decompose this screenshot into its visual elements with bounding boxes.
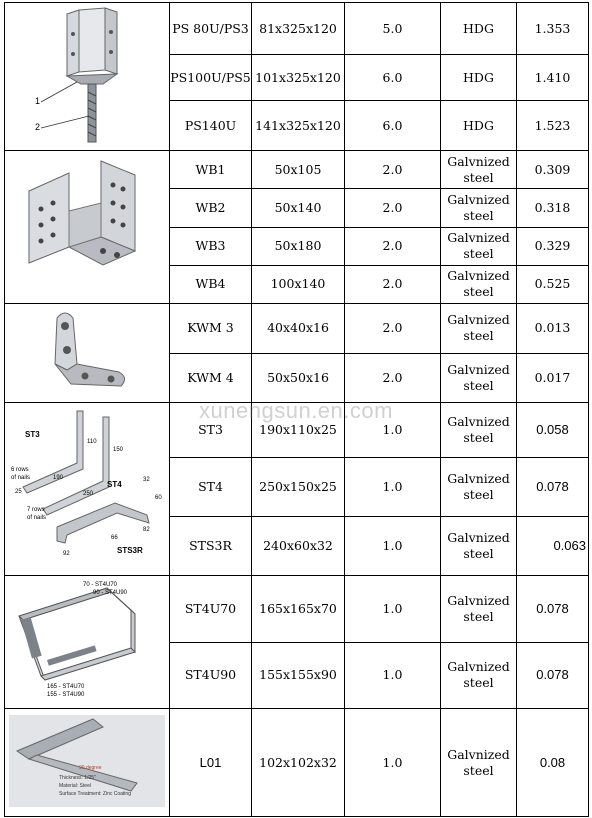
table-row — [5, 151, 589, 189]
watermark: xunengsun.en.com — [199, 398, 393, 423]
product-code: PS100U/PS5 — [170, 55, 252, 101]
product-size: 240x60x32 — [252, 516, 345, 575]
product-weight: 0.08 — [517, 709, 589, 817]
product-finish: HDG — [441, 101, 517, 151]
product-thickness: 6.0 — [345, 55, 441, 101]
product-thickness: 2.0 — [345, 353, 441, 403]
product-weight: 0.058 — [517, 403, 589, 458]
product-size: 190x110x25 — [252, 403, 345, 458]
diagram-label: 70 - ST4U70 — [83, 582, 118, 588]
product-weight: 0.525 — [517, 265, 589, 303]
product-finish: Galvnized steel — [441, 642, 517, 709]
product-weight: 0.318 — [517, 189, 589, 227]
product-size: 165x165x70 — [252, 576, 345, 643]
product-code: STS3R — [170, 516, 252, 575]
product-finish: Galvnized steel — [441, 457, 517, 516]
product-thickness: 1.0 — [345, 576, 441, 643]
diagram-label: 32 — [143, 477, 150, 483]
photo-caption: 90 degree — [79, 764, 102, 771]
photo-caption: Surface Treatment: Zinc Coating — [59, 790, 131, 797]
product-finish: Galvnized steel — [441, 265, 517, 303]
product-finish: Galvnized steel — [441, 227, 517, 265]
strap-tie-icon — [7, 403, 167, 571]
diagram-label: 92 — [63, 551, 70, 557]
product-size: 100x140 — [252, 265, 345, 303]
product-table — [4, 2, 589, 817]
product-thickness: 1.0 — [345, 403, 441, 458]
product-thickness: 2.0 — [345, 227, 441, 265]
product-size: 50x50x16 — [252, 353, 345, 403]
photo-caption: Thickness: 1/25" — [59, 774, 96, 781]
product-code: WB3 — [170, 227, 252, 265]
product-weight: 0.063 — [517, 516, 589, 575]
l-plate-photo-icon — [7, 711, 167, 811]
u-strap-icon — [7, 576, 167, 704]
product-weight: 0.017 — [517, 353, 589, 403]
table-row — [5, 576, 589, 643]
product-thickness: 2.0 — [345, 304, 441, 354]
product-image-cell — [5, 709, 170, 817]
product-thickness: 1.0 — [345, 516, 441, 575]
product-weight: 1.410 — [517, 55, 589, 101]
diagram-label: 90 - ST4U90 — [93, 590, 128, 596]
diagram-label: 165 - ST4U70 — [47, 684, 85, 690]
product-code: PS140U — [170, 101, 252, 151]
product-finish: Galvnized steel — [441, 353, 517, 403]
product-size: 250x150x25 — [252, 457, 345, 516]
diagram-label: 7 rows — [27, 507, 45, 513]
table-row — [5, 403, 589, 458]
product-size: 50x105 — [252, 151, 345, 189]
product-weight: 0.309 — [517, 151, 589, 189]
product-size: 102x102x32 — [252, 709, 345, 817]
product-thickness: 1.0 — [345, 642, 441, 709]
product-finish: Galvnized steel — [441, 709, 517, 817]
diagram-label: 6 rows — [11, 467, 29, 473]
product-weight: 0.078 — [517, 576, 589, 643]
table-row — [5, 3, 589, 55]
product-size: 50x180 — [252, 227, 345, 265]
diagram-label: 110 — [87, 439, 97, 445]
diagram-label: 66 — [111, 535, 118, 541]
product-weight: 0.329 — [517, 227, 589, 265]
product-weight: 0.078 — [517, 457, 589, 516]
product-image-cell — [5, 151, 170, 304]
product-code: WB1 — [170, 151, 252, 189]
joist-hanger-icon — [7, 151, 167, 299]
product-size: 40x40x16 — [252, 304, 345, 354]
product-finish: HDG — [441, 3, 517, 55]
product-finish: Galvnized steel — [441, 151, 517, 189]
product-size: 155x155x90 — [252, 642, 345, 709]
product-code: L01 — [170, 709, 252, 817]
diagram-label: 150 — [113, 447, 124, 453]
diagram-label: 155 - ST4U90 — [47, 692, 85, 698]
product-thickness: 2.0 — [345, 189, 441, 227]
product-weight: 1.353 — [517, 3, 589, 55]
product-image-cell — [5, 304, 170, 403]
product-thickness: 1.0 — [345, 709, 441, 817]
product-thickness: 6.0 — [345, 101, 441, 151]
product-code: WB2 — [170, 189, 252, 227]
diagram-label: 82 — [143, 527, 150, 533]
photo-caption: Material: Steel — [59, 782, 91, 789]
product-code: KWM 3 — [170, 304, 252, 354]
spec-sheet — [4, 2, 588, 815]
product-size: 50x140 — [252, 189, 345, 227]
product-finish: Galvnized steel — [441, 576, 517, 643]
product-finish: Galvnized steel — [441, 403, 517, 458]
diagram-label: 190 — [53, 475, 64, 481]
product-thickness: 2.0 — [345, 265, 441, 303]
diagram-label: 25 — [15, 489, 22, 495]
table-row — [5, 304, 589, 354]
callout-label: 1 — [35, 95, 41, 106]
product-thickness: 2.0 — [345, 151, 441, 189]
post-base-bracket-icon — [7, 4, 167, 146]
product-size: 101x325x120 — [252, 55, 345, 101]
product-image-cell — [5, 403, 170, 576]
angle-bracket-icon — [7, 304, 167, 398]
product-code: ST4U90 — [170, 642, 252, 709]
product-image-cell — [5, 576, 170, 709]
product-size: 141x325x120 — [252, 101, 345, 151]
product-weight: 1.523 — [517, 101, 589, 151]
diagram-label: 60 — [155, 495, 162, 501]
diagram-label: ST4 — [107, 480, 122, 489]
product-thickness: 5.0 — [345, 3, 441, 55]
product-code: ST3 — [170, 403, 252, 458]
diagram-label: of nails — [11, 475, 31, 481]
product-code: WB4 — [170, 265, 252, 303]
product-image-cell — [5, 3, 170, 151]
product-code: KWM 4 — [170, 353, 252, 403]
diagram-label: of nails — [27, 515, 47, 521]
product-code: ST4U70 — [170, 576, 252, 643]
diagram-label: STS3R — [117, 546, 143, 555]
callout-label: 2 — [35, 121, 41, 132]
product-weight: 0.078 — [517, 642, 589, 709]
product-finish: Galvnized steel — [441, 189, 517, 227]
product-finish: Galvnized steel — [441, 304, 517, 354]
diagram-label: ST3 — [25, 430, 40, 439]
product-code: PS 80U/PS3 — [170, 3, 252, 55]
product-thickness: 1.0 — [345, 457, 441, 516]
product-weight: 0.013 — [517, 304, 589, 354]
table-row — [5, 709, 589, 817]
product-finish: Galvnized steel — [441, 516, 517, 575]
product-size: 81x325x120 — [252, 3, 345, 55]
product-code: ST4 — [170, 457, 252, 516]
diagram-label: 250 — [83, 491, 94, 497]
product-finish: HDG — [441, 55, 517, 101]
